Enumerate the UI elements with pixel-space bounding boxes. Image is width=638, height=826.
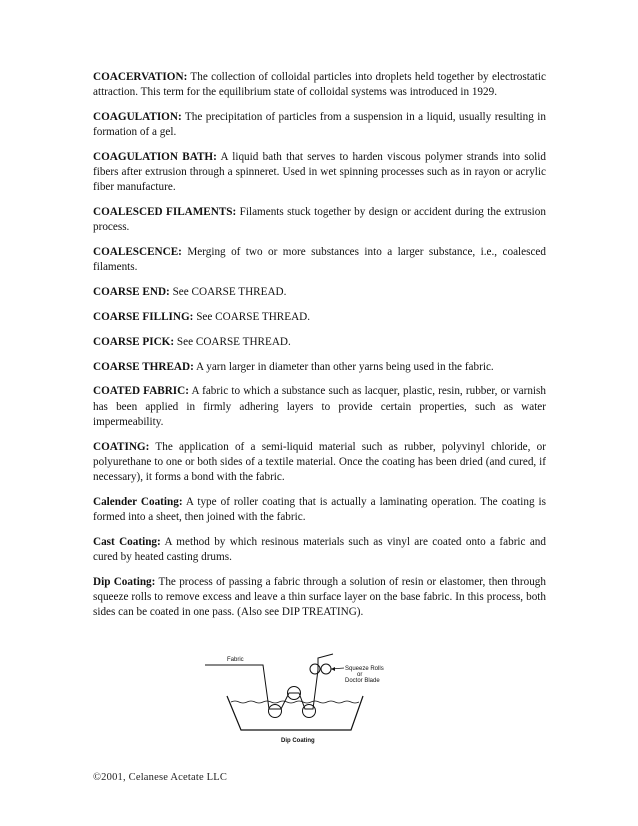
fabric-path xyxy=(205,654,333,709)
entry-definition: A type of roller coating that is actually a laminating operation. The coating is formed into a sheet, then joined with the fabric. xyxy=(93,495,546,523)
entry-term: COATED FABRIC: xyxy=(93,385,189,398)
glossary-entries xyxy=(93,70,546,630)
glossary-entry xyxy=(93,384,546,430)
entry-term: Calender Coating: xyxy=(93,495,183,508)
coating-tank xyxy=(227,696,363,730)
glossary-entry xyxy=(93,245,546,275)
entry-definition: See COARSE THREAD. xyxy=(193,311,311,323)
entry-definition: A fabric to which a substance such as lacquer, plastic, resin, rubber, or varnish has been applied in firmly adhering layers to provide certain properties, such as water impermeability. xyxy=(93,385,546,428)
dip-coating-figure xyxy=(205,648,384,748)
entry-definition: Filaments stuck together by design or accident during the extrusion process. xyxy=(93,206,546,234)
entry-definition: See COARSE THREAD. xyxy=(169,286,287,299)
entry-definition: The application of a semi-liquid material such as rubber, polyvinyl chloride, or polyurethane to one or both sides of a textile material. Once the coating has been dried (and cured, if necessary), it forms a bond with the fabric. xyxy=(93,440,546,483)
entry-definition: See COARSE THREAD. xyxy=(174,335,291,348)
copyright-footer: ©2001, Celanese Acetate LLC xyxy=(93,772,228,783)
fabric-label: Fabric xyxy=(227,657,244,663)
entry-definition: Merging of two or more substances into a larger substance, i.e., coalesced filaments. xyxy=(93,246,546,274)
glossary-entry xyxy=(93,110,546,140)
entry-term: COAGULATION BATH: xyxy=(93,151,217,163)
glossary-entry xyxy=(93,335,546,350)
glossary-entry xyxy=(93,575,546,621)
entry-term: COARSE THREAD: xyxy=(93,360,194,373)
entry-definition: The precipitation of particles from a suspension in a liquid, usually resulting in formation of a gel. xyxy=(93,111,546,139)
guide-roller xyxy=(269,705,282,718)
glossary-entry xyxy=(93,70,546,100)
glossary-entry xyxy=(93,495,546,525)
glossary-entry xyxy=(93,440,546,486)
entry-term: COATING: xyxy=(93,440,150,453)
squeeze-roll xyxy=(321,664,331,674)
glossary-entry xyxy=(93,310,546,325)
leader-arrow xyxy=(331,667,335,671)
squeeze-rolls-or-label: or xyxy=(357,672,363,678)
entry-term: COARSE PICK: xyxy=(93,335,175,348)
figure-caption: Dip Coating xyxy=(281,738,315,744)
entry-definition: A liquid bath that serves to harden viscous polymer strands into solid fibers after extrusion through a spinneret. Used in wet spinning processes such as in rayon or acrylic fiber manufacture. xyxy=(93,151,546,194)
glossary-entry xyxy=(93,285,546,300)
entry-definition: A method by which resinous materials such as vinyl are coated onto a fabric and cured by heated casting drums. xyxy=(93,535,546,563)
entry-term: Dip Coating: xyxy=(93,575,156,588)
entry-term: COARSE END: xyxy=(93,286,170,299)
squeeze-rolls-label: Squeeze Rolls xyxy=(345,666,384,672)
entry-term: COACERVATION: xyxy=(93,71,188,83)
entry-term: COAGULATION: xyxy=(93,111,182,123)
entry-definition: A yarn larger in diameter than other yarns being used in the fabric. xyxy=(193,360,494,373)
dip-coating-diagram xyxy=(205,648,384,748)
glossary-entry xyxy=(93,535,546,565)
liquid-surface xyxy=(231,701,359,703)
glossary-entry xyxy=(93,205,546,235)
entry-term: COALESCENCE: xyxy=(93,246,182,259)
entry-term: COARSE FILLING: xyxy=(93,311,194,323)
guide-roller xyxy=(303,705,316,718)
entry-term: Cast Coating: xyxy=(93,535,161,548)
doctor-blade-label: Doctor Blade xyxy=(345,678,380,684)
entry-definition: The collection of colloidal particles into droplets held together by electrostatic attraction. This term for the equilibrium state of colloidal systems was introduced in 1929. xyxy=(93,71,546,99)
entry-term: COALESCED FILAMENTS: xyxy=(93,206,237,219)
glossary-entry xyxy=(93,150,546,196)
entry-definition: The process of passing a fabric through a solution of resin or elastomer, then through squeeze rolls to remove excess and leave a thin surface layer on the base fabric. In this process, both sides can be coated in one pass. (Also see DIP TREATING). xyxy=(93,575,546,619)
glossary-entry xyxy=(93,360,546,375)
